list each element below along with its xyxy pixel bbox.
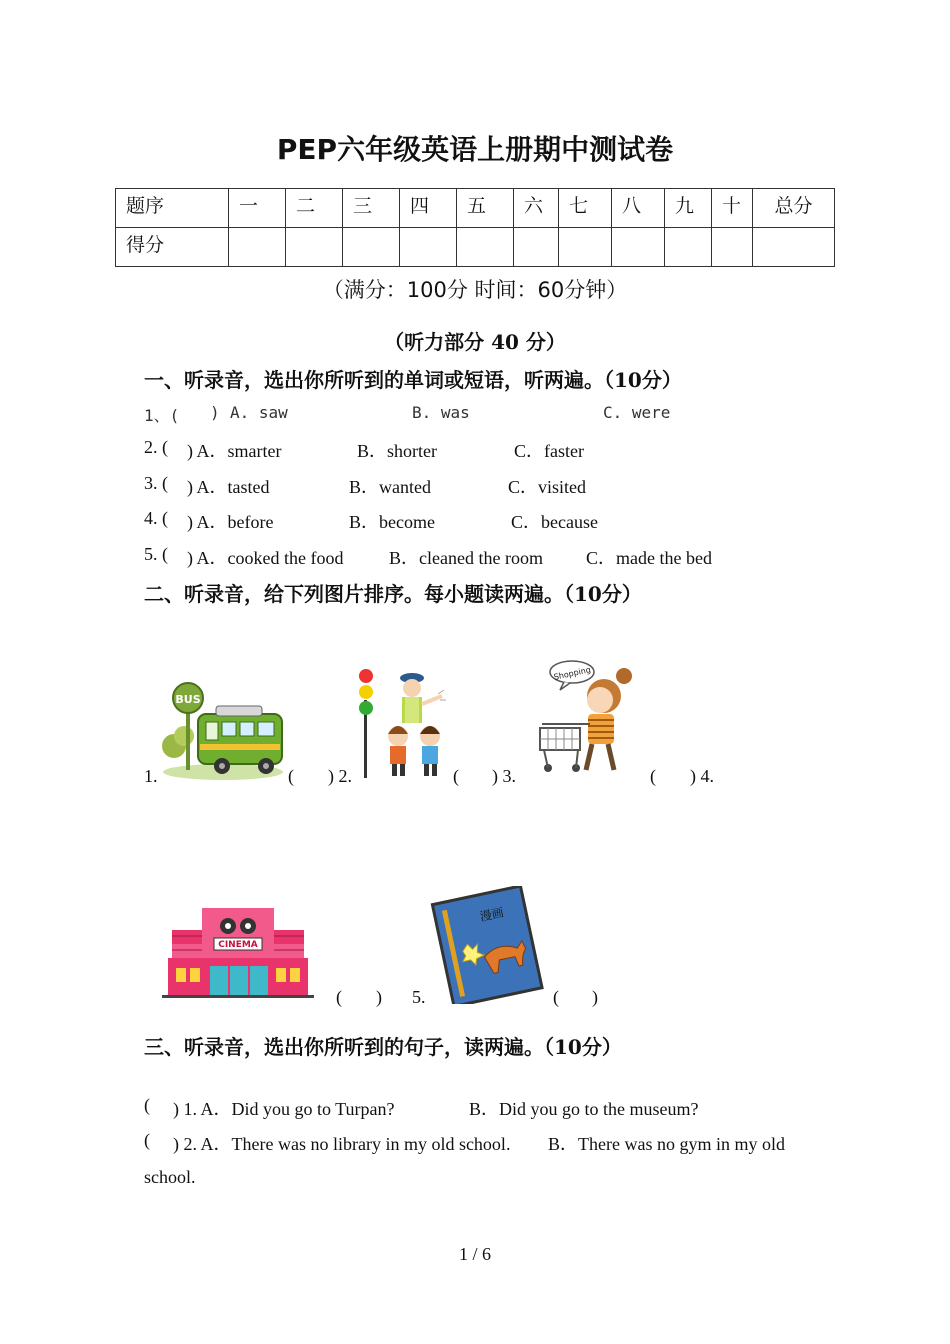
section1-heading: 一、听录音，选出你所听到的单词或短语，听两遍。（10分） <box>144 368 682 392</box>
table-header-cell: 四 <box>400 189 457 228</box>
table-header-cell: 八 <box>612 189 665 228</box>
table-header-cell: 十 <box>712 189 753 228</box>
table-header-cell: 题序 <box>116 189 229 228</box>
answer-blank-open[interactable]: ( <box>553 987 559 1007</box>
question-1-close: ) <box>210 403 220 422</box>
answer-blank-close: ) 2. <box>328 766 352 786</box>
sentence-1-option-a: ) 1. A．Did you go to Turpan? <box>173 1099 395 1119</box>
question-2-number: 2. ( <box>144 437 168 457</box>
question-3-option-c: C．visited <box>508 477 587 497</box>
page-number: 1 / 6 <box>458 1244 491 1264</box>
bus-stop-picture <box>160 680 286 782</box>
score-cell[interactable] <box>612 228 665 267</box>
shopping-bubble-text: Shopping <box>552 665 592 682</box>
question-1-option-b: B. was <box>412 403 470 422</box>
question-1-number: 1、( <box>144 406 180 425</box>
sentence-2-option-b: B．There was no gym in my old <box>548 1134 785 1154</box>
comic-book-picture <box>428 886 548 1004</box>
question-5-number: 5. ( <box>144 544 168 564</box>
answer-blank-open[interactable]: ( <box>144 1130 150 1150</box>
sentence-2-continuation: school. <box>144 1167 196 1187</box>
traffic-police-picture <box>350 664 456 780</box>
score-table-header-row <box>116 189 835 228</box>
question-3-option-b: B．wanted <box>349 477 431 497</box>
score-cell[interactable] <box>559 228 612 267</box>
score-table-score-row <box>116 228 835 267</box>
page-title: PEP六年级英语上册期中测试卷 <box>276 133 674 166</box>
question-5-option-a: ) A．cooked the food <box>187 548 344 568</box>
table-header-cell: 七 <box>559 189 612 228</box>
table-header-cell: 总分 <box>753 189 835 228</box>
shopping-girl-picture <box>534 656 638 778</box>
answer-blank-close: ) <box>592 987 598 1007</box>
question-2-option-c: C．faster <box>514 441 584 461</box>
sentence-2-option-a: ) 2. A．There was no library in my old school. <box>173 1134 511 1154</box>
question-5-option-b: B．cleaned the room <box>389 548 543 568</box>
question-5-option-c: C．made the bed <box>586 548 712 568</box>
cinema-sign-text: CINEMA <box>218 940 258 950</box>
table-header-cell: 一 <box>229 189 286 228</box>
score-cell[interactable] <box>514 228 559 267</box>
question-4-option-b: B．become <box>349 512 435 532</box>
question-1-option-a: A. saw <box>230 403 288 422</box>
table-header-cell: 九 <box>665 189 712 228</box>
table-header-cell: 三 <box>343 189 400 228</box>
answer-blank-open[interactable]: ( <box>453 766 459 786</box>
score-cell[interactable] <box>286 228 343 267</box>
question-4-option-c: C．because <box>511 512 598 532</box>
answer-blank-close: ) 3. <box>492 766 516 786</box>
table-row-label: 得分 <box>116 228 229 267</box>
question-3-option-a: ) A．tasted <box>187 477 270 497</box>
score-cell[interactable] <box>229 228 286 267</box>
listening-part-label: （听力部分 40 分） <box>384 330 566 354</box>
score-cell[interactable] <box>665 228 712 267</box>
question-2-option-b: B．shorter <box>357 441 437 461</box>
answer-blank-open[interactable]: ( <box>144 1095 150 1115</box>
score-table <box>115 188 835 267</box>
sentence-1-option-b: B．Did you go to the museum? <box>469 1099 699 1119</box>
answer-blank-open[interactable]: ( <box>650 766 656 786</box>
answer-blank-close: ) 4. <box>690 766 714 786</box>
score-cell[interactable] <box>753 228 835 267</box>
table-header-cell: 二 <box>286 189 343 228</box>
question-3-number: 3. ( <box>144 473 168 493</box>
section2-heading: 二、听录音，给下列图片排序。每小题读两遍。（10分） <box>144 582 642 606</box>
question-2-option-a: ) A．smarter <box>187 441 282 461</box>
score-cell[interactable] <box>343 228 400 267</box>
bus-sign-text: BUS <box>175 693 201 706</box>
score-cell[interactable] <box>457 228 514 267</box>
table-header-cell: 五 <box>457 189 514 228</box>
answer-blank-open[interactable]: ( <box>288 766 294 786</box>
answer-blank-open[interactable]: ( <box>336 987 342 1007</box>
picture-1-number: 1. <box>144 766 158 786</box>
question-4-number: 4. ( <box>144 508 168 528</box>
question-4-option-a: ) A．before <box>187 512 274 532</box>
table-header-cell: 六 <box>514 189 559 228</box>
section3-heading: 三、听录音，选出你所听到的句子，读两遍。（10分） <box>144 1035 622 1059</box>
exam-info: （满分：100分 时间：60分钟） <box>322 278 628 302</box>
picture-5-number: 5. <box>412 987 426 1007</box>
score-cell[interactable] <box>712 228 753 267</box>
answer-blank-close: ) <box>376 987 382 1007</box>
comic-title-text: 漫画 <box>478 905 505 924</box>
cinema-picture <box>162 906 314 998</box>
question-1-option-c: C. were <box>603 403 671 422</box>
score-cell[interactable] <box>400 228 457 267</box>
